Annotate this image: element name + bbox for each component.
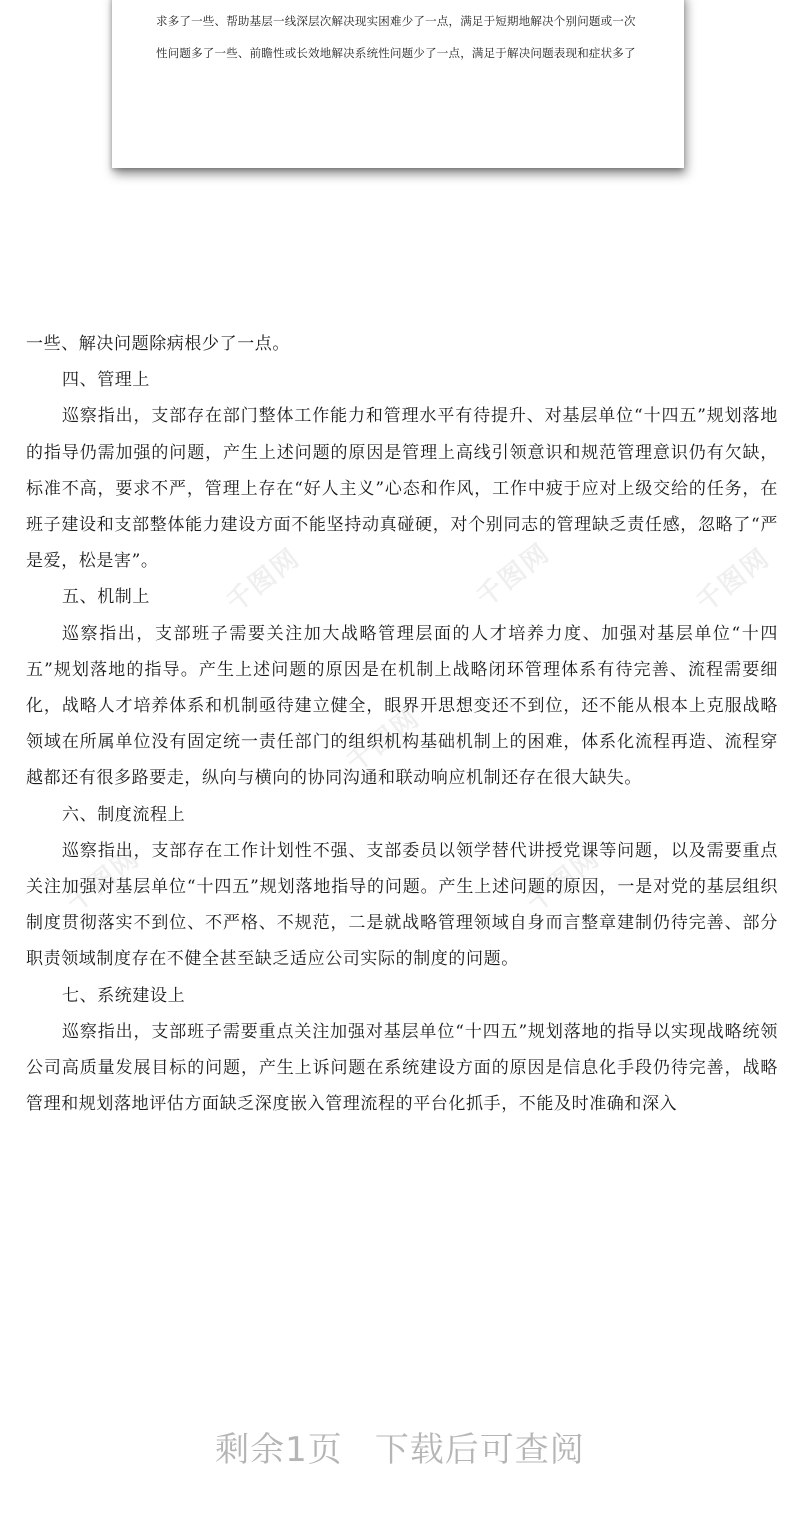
preview-line: 性问题多了一些、前瞻性或长效地解决系统性问题少了一点，满足于解决问题表现和症状多了 [156,46,636,60]
watermark: 千图网 [471,537,556,614]
preview-line: 求多了一些、帮助基层一线深层次解决现实困难少了一点，满足于短期地解决个别问题或一次 [156,14,636,28]
watermark: 千图网 [341,702,426,779]
paragraph: 巡察指出，支部存在工作计划性不强、支部委员以领学替代讲授党课等问题，以及需要重点关注加强对基层单位“十四五”规划落地指导的问题。产生上述问题的原因，一是对党的基层组织制度贯彻落实不到位、不严格、不规范，二是就战略管理领域自身而言整章建制仍待完善、部分职责领域制度存在不健全甚至缺乏适应公司实际的制度的问题。 [26,840,778,970]
section-heading-mechanism: 五、机制上 [62,587,150,608]
download-to-view-label[interactable]: 下载后可查阅 [374,1430,585,1470]
section-heading-process: 六、制度流程上 [62,804,186,825]
document-body [26,326,778,1122]
watermark: 千图网 [61,842,146,919]
paragraph: 巡察指出，支部班子需要重点关注加强对基层单位“十四五”规划落地的指导以实现战略统领公司高质量发展目标的问题，产生上诉问题在系统建设方面的原因是信息化手段仍待完善，战略管理和规划落地评估方面缺乏深度嵌入管理流程的平台化抓手，不能及时准确和深入 [26,1021,778,1115]
paragraph: 巡察指出，支部班子需要关注加大战略管理层面的人才培养力度、加强对基层单位“十四五”规划落地的指导。产生上述问题的原因是在机制上战略闭环管理体系有待完善、流程需要细化，战略人才培养体系和机制亟待建立健全，眼界开思想变还不到位，还不能从根本上克服战略领域在所属单位没有固定统一责任部门的组织机构基础机制上的困难，体系化流程再造、流程穿越都还有很多路要走，纵向与横向的协同沟通和联动响应机制还存在很大缺失。 [26,623,778,789]
watermark: 千图网 [521,842,606,919]
section-heading-system: 七、系统建设上 [62,985,186,1006]
paragraph: 巡察指出，支部存在部门整体工作能力和管理水平有待提升、对基层单位“十四五”规划落地的指导仍需加强的问题，产生上述问题的原因是管理上高线引领意识和规范管理意识仍有欠缺，标准不高，要求不严，管理上存在“好人主义”心态和作风，工作中疲于应对上级交给的任务，在班子建设和支部整体能力建设方面不能坚持动真碰硬，对个别同志的管理缺乏责任感，忽略了“严是爱，松是害”。 [26,406,778,572]
remaining-pages-label: 剩余1页 [215,1430,343,1470]
document-preview-card [112,0,684,168]
watermark: 千图网 [691,542,776,619]
watermark: 千图网 [221,542,306,619]
section-heading-management: 四、管理上 [62,370,150,391]
paragraph-continuation: 一些、解决问题除病根少了一点。 [26,334,290,354]
download-prompt[interactable] [0,1420,800,1480]
